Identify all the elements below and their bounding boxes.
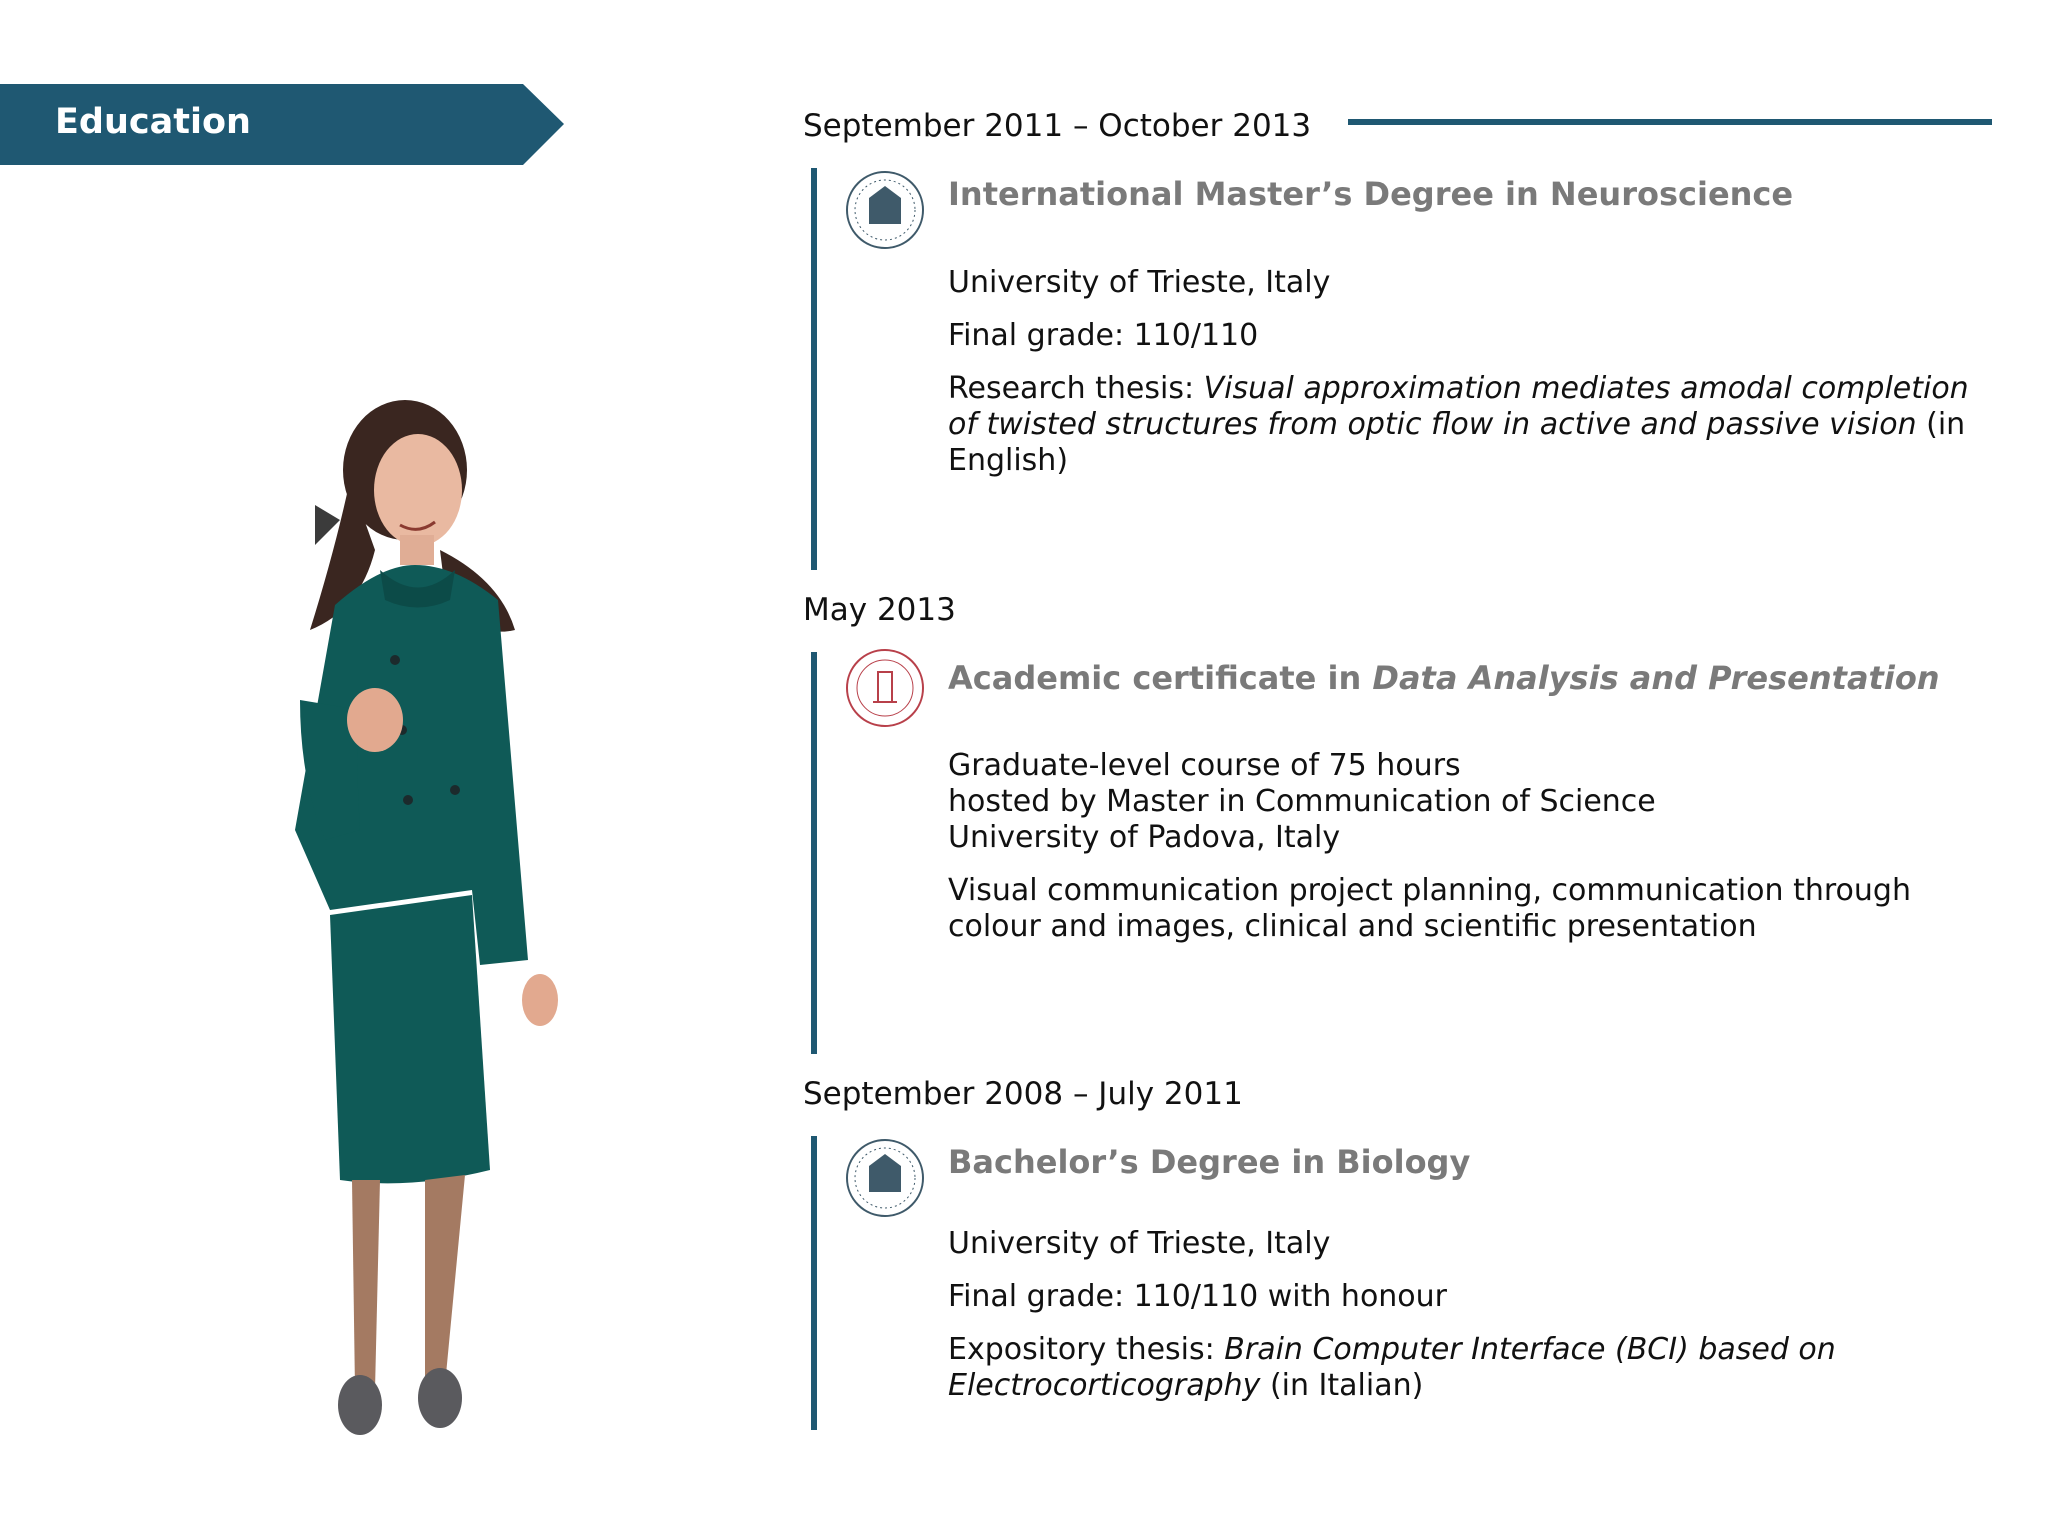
university-padova-seal-icon [845,648,925,728]
university-trieste-seal-icon [845,1138,925,1218]
thesis [948,371,1978,479]
course-host: hosted by Master in Communication of Science [948,784,1656,819]
entry-date: May 2013 [803,592,956,628]
course-topics: Visual communication project planning, communication through colour and images, clinical and scientific presentation [948,873,1911,944]
institution: University of Trieste, Italy [948,265,1331,300]
thesis-title: Brain Computer Interface (BCI) based on Electrocorticography [948,1332,1836,1403]
entry-date: September 2011 – October 2013 [803,108,1312,144]
degree-title: International Master’s Degree in Neuroscience [948,175,1794,213]
thesis-label: Research thesis: [948,371,1204,406]
timeline-bar [811,168,817,570]
entry-date: September 2008 – July 2011 [803,1076,1243,1112]
degree-title: Bachelor’s Degree in Biology [948,1143,1471,1181]
course-hours: Graduate-level course of 75 hours [948,748,1461,783]
certificate-title [948,659,1940,697]
timeline-bar [811,1136,817,1430]
course-university: University of Padova, Italy [948,820,1341,855]
thesis-title: Visual approximation mediates amodal completion of twisted structures from optic flow in active and passive vision [948,371,1969,442]
thesis-suffix: (in Italian) [1260,1368,1424,1403]
final-grade: Final grade: 110/110 [948,318,1259,353]
thesis-label: Expository thesis: [948,1332,1225,1367]
thesis-suffix: (in English) [948,407,1966,478]
certificate-title-prefix: Academic certificate in [948,659,1373,697]
header-rule [1348,119,1992,125]
final-grade: Final grade: 110/110 with honour [948,1279,1448,1314]
university-trieste-seal-icon [845,170,925,250]
institution: University of Trieste, Italy [948,1226,1331,1261]
thesis [948,1332,1978,1404]
section-title: Education [55,102,251,142]
person-photo [240,400,600,1460]
certificate-title-italic: Data Analysis and Presentation [1372,659,1940,697]
timeline-bar [811,652,817,1054]
